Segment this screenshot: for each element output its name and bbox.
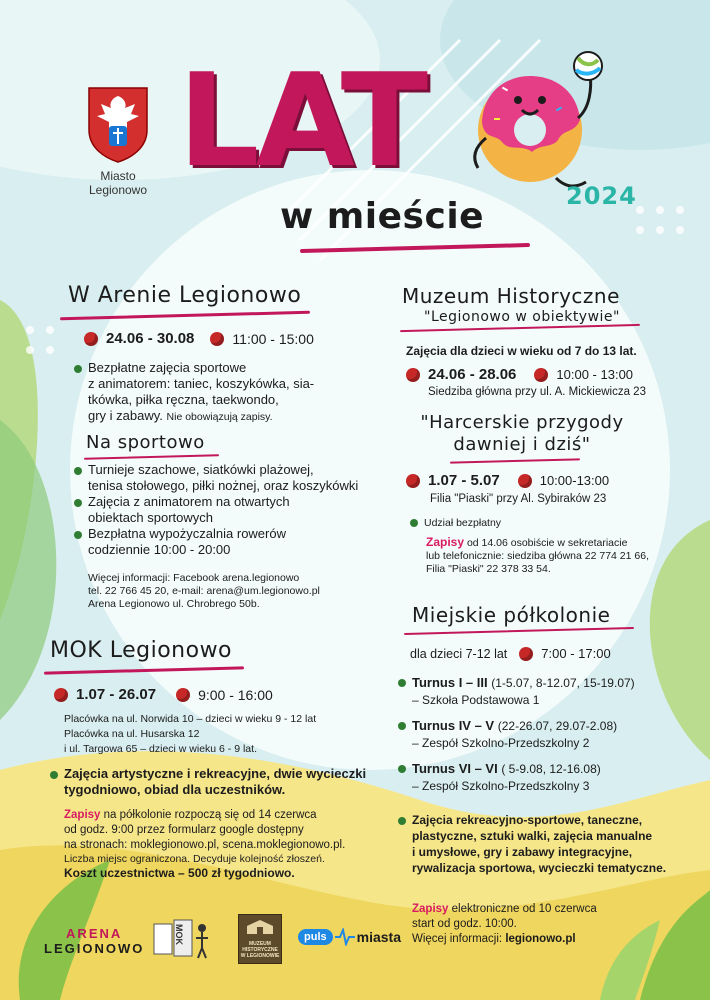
turnus-place: – Zespół Szkolno-Przedszkolny 2 bbox=[412, 736, 590, 750]
arena-logo bbox=[44, 926, 144, 956]
museum-free bbox=[410, 517, 501, 530]
mok-activity-line: Zajęcia artystyczne i rekreacyjne, dwie wycieczki bbox=[64, 766, 367, 781]
camps-enrollment bbox=[412, 902, 692, 947]
sport-heading-text: Na sportowo bbox=[86, 432, 205, 453]
bullet-icon bbox=[50, 771, 58, 779]
museum-building-icon bbox=[245, 918, 275, 936]
calendar-bullet-icon bbox=[406, 368, 420, 382]
mok-schedule bbox=[54, 686, 273, 703]
museum-free-text: Udział bezpłatny bbox=[424, 517, 502, 529]
miasta-logo-part: miasta bbox=[356, 929, 401, 945]
arena-desc-note: Nie obowiązują zapisy. bbox=[166, 411, 273, 423]
coat-of-arms-icon bbox=[87, 86, 149, 164]
subtitle bbox=[280, 196, 484, 237]
year-label bbox=[566, 182, 637, 210]
scouts-heading-line1: "Harcerskie przygody bbox=[420, 412, 624, 433]
title-lat-text: LAT bbox=[178, 47, 424, 196]
arena-info-line: tel. 22 766 45 20, e-mail: arena@um.legionowo.pl bbox=[88, 585, 320, 597]
city-name-line1: Miasto bbox=[100, 169, 136, 183]
arena-description bbox=[74, 360, 324, 424]
arena-logo-top: ARENA bbox=[66, 926, 123, 941]
mok-heading bbox=[50, 638, 232, 663]
camps-hours: 7:00 - 17:00 bbox=[541, 646, 611, 661]
camps-activities bbox=[398, 812, 698, 876]
mok-enroll-line: na półkolonie rozpoczą się od 14 czerwca bbox=[103, 809, 317, 821]
museum-enroll-line: lub telefonicznie: siedziba główna 22 774 21 66, bbox=[426, 550, 649, 562]
museum-subheading-text: "Legionowo w obiektywie" bbox=[424, 309, 620, 325]
camps-activity-line: Zajęcia rekreacyjno-sportowe, taneczne, bbox=[412, 813, 643, 827]
camps-more-label: Więcej informacji: bbox=[412, 933, 503, 945]
turnus-name: Turnus IV – V bbox=[412, 718, 495, 733]
turnus-dates: (22-26.07, 29.07-2.08) bbox=[497, 719, 618, 733]
museum-hours: 10:00 - 13:00 bbox=[556, 367, 634, 382]
list-item bbox=[74, 526, 374, 558]
arena-schedule bbox=[84, 330, 314, 347]
museum-heading-text: Muzeum Historyczne bbox=[402, 284, 620, 308]
mok-logo-text: MOK bbox=[174, 924, 184, 945]
calendar-bullet-icon bbox=[406, 474, 420, 488]
museum-logo-line: HISTORYCZNE bbox=[242, 947, 278, 953]
bullet-icon bbox=[410, 519, 418, 527]
list-item bbox=[398, 674, 698, 709]
mok-enrollment bbox=[64, 808, 374, 881]
museum-address: Siedziba główna przy ul. A. Mickiewicza 23 bbox=[428, 386, 646, 398]
scouts-hours: 10:00-13:00 bbox=[539, 473, 610, 488]
mok-place-line: Placówka na ul. Husarska 12 bbox=[64, 728, 200, 740]
mok-enroll-line: na stronach: moklegionowo.pl, scena.moklegionowo.pl. bbox=[64, 839, 346, 851]
bullet-icon bbox=[398, 817, 406, 825]
puls-miasta-logo bbox=[298, 928, 401, 946]
sport-item-line: codziennie 10:00 - 20:00 bbox=[88, 542, 231, 557]
museum-enroll-line: Filia "Piaski" 22 378 33 54. bbox=[426, 563, 551, 575]
bullet-icon bbox=[74, 531, 82, 539]
museum-schedule bbox=[406, 366, 633, 383]
camps-activity-line: plastyczne, sztuki walki, zajęcia manualne bbox=[412, 829, 653, 843]
arena-desc-last: gry i zabawy. bbox=[88, 408, 163, 423]
puls-logo-part: puls bbox=[298, 929, 333, 945]
title-lat bbox=[178, 47, 424, 196]
museum-logo bbox=[238, 914, 282, 964]
scouts-heading bbox=[412, 412, 632, 456]
scouts-schedule bbox=[406, 472, 609, 489]
sport-item-line: tenisa stołowego, piłki nożnej, oraz koszykówki bbox=[88, 478, 359, 493]
mok-place-line: Placówka na ul. Norwida 10 – dzieci w wieku 9 - 12 lat bbox=[64, 713, 317, 725]
mok-place-line: i ul. Targowa 65 – dzieci w wieku 6 - 9 lat. bbox=[64, 743, 257, 755]
mok-enroll-line: od godz. 9:00 przez formularz google dostępny bbox=[64, 824, 304, 836]
arena-heading bbox=[68, 283, 301, 308]
sport-item-line: Zajęcia z animatorem na otwartych bbox=[88, 494, 290, 509]
mok-activities bbox=[50, 766, 370, 798]
calendar-bullet-icon bbox=[54, 688, 68, 702]
mok-heading-text: MOK Legionowo bbox=[50, 638, 233, 663]
mok-dates: 1.07 - 26.07 bbox=[76, 686, 157, 703]
subtitle-text: w mieście bbox=[280, 196, 485, 237]
camps-age: dla dzieci 7-12 lat bbox=[410, 646, 508, 661]
scouts-dates: 1.07 - 5.07 bbox=[428, 472, 500, 489]
list-item bbox=[74, 462, 374, 494]
calendar-bullet-icon bbox=[84, 332, 98, 346]
turnus-dates: ( 5-9.08, 12-16.08) bbox=[501, 762, 601, 776]
arena-heading-text: W Arenie Legionowo bbox=[68, 283, 302, 308]
bullet-icon bbox=[74, 365, 82, 373]
sport-list bbox=[74, 462, 374, 558]
mok-enroll-label: Zapisy bbox=[64, 809, 101, 821]
museum-dates: 24.06 - 28.06 bbox=[428, 366, 517, 383]
bullet-icon bbox=[398, 765, 406, 773]
arena-desc-line: tkówka, piłka ręczna, taekwondo, bbox=[88, 392, 279, 407]
city-logo bbox=[78, 86, 158, 197]
museum-logo-line: W LEGIONOWIE bbox=[240, 953, 280, 959]
museum-enrollment bbox=[426, 536, 686, 576]
clock-bullet-icon bbox=[176, 688, 190, 702]
camps-turnus-list bbox=[398, 674, 698, 795]
bullet-icon bbox=[398, 722, 406, 730]
mok-hours: 9:00 - 16:00 bbox=[198, 686, 273, 703]
mok-limit: Liczba miejsc ograniczona. Decyduje kolejność złoszeń. bbox=[64, 853, 325, 865]
museum-subheading bbox=[424, 308, 620, 326]
list-item bbox=[398, 717, 698, 752]
museum-heading bbox=[402, 284, 620, 308]
camps-more-site: legionowo.pl bbox=[505, 933, 576, 945]
clock-bullet-icon bbox=[519, 647, 533, 661]
clock-bullet-icon bbox=[210, 332, 224, 346]
arena-desc-line: z animatorem: taniec, koszykówka, sia- bbox=[88, 376, 315, 391]
sport-item-line: Bezpłatna wypożyczalnia rowerów bbox=[88, 526, 286, 541]
arena-info bbox=[88, 572, 378, 611]
arena-logo-bottom: LEGIONOWO bbox=[44, 941, 145, 956]
mok-cost: Koszt uczestnictwa – 500 zł tygodniowo. bbox=[64, 866, 295, 880]
sport-heading bbox=[86, 432, 205, 453]
arena-info-line: Arena Legionowo ul. Chrobrego 50b. bbox=[88, 598, 260, 610]
camps-heading bbox=[412, 603, 610, 627]
turnus-name: Turnus I – III bbox=[412, 675, 488, 690]
pulse-wave-icon bbox=[335, 928, 355, 946]
camps-start: start od godz. 10:00. bbox=[412, 918, 517, 930]
donut-icon bbox=[466, 48, 606, 198]
turnus-name: Turnus VI – VI bbox=[412, 761, 498, 776]
mok-logo bbox=[152, 918, 212, 960]
mok-places bbox=[64, 712, 364, 757]
bullet-icon bbox=[74, 467, 82, 475]
arena-hours: 11:00 - 15:00 bbox=[232, 330, 314, 347]
turnus-place: – Zespół Szkolno-Przedszkolny 3 bbox=[412, 779, 590, 793]
arena-dates: 24.06 - 30.08 bbox=[106, 330, 195, 347]
bullet-icon bbox=[74, 499, 82, 507]
mok-activity-line: tygodniowo, obiad dla uczestników. bbox=[64, 782, 286, 797]
camps-enroll-text: elektroniczne od 10 czerwca bbox=[451, 903, 597, 915]
camps-heading-text: Miejskie półkolonie bbox=[412, 603, 611, 627]
museum-enroll-line: od 14.06 osobiście w sekretariacie bbox=[466, 537, 628, 549]
museum-logo-line: MUZEUM bbox=[249, 941, 271, 947]
scouts-address: Filia "Piaski" przy Al. Sybiraków 23 bbox=[430, 493, 607, 505]
museum-age: Zajęcia dla dzieci w wieku od 7 do 13 lat. bbox=[406, 344, 637, 358]
museum-enroll-label: Zapisy bbox=[426, 535, 465, 549]
sport-item-line: obiektach sportowych bbox=[88, 510, 214, 525]
camps-activity-line: rywalizacja sportowa, wycieczki tematyczne. bbox=[412, 861, 667, 875]
year-text: 2024 bbox=[566, 182, 637, 210]
list-item bbox=[398, 760, 698, 795]
arena-desc-line: Bezpłatne zajęcia sportowe bbox=[88, 360, 247, 375]
camps-schedule bbox=[410, 646, 611, 661]
camps-enroll-label: Zapisy bbox=[412, 903, 449, 915]
clock-bullet-icon bbox=[518, 474, 532, 488]
bullet-icon bbox=[398, 679, 406, 687]
turnus-dates: (1-5.07, 8-12.07, 15-19.07) bbox=[491, 676, 635, 690]
camps-activity-line: i umysłowe, gry i zabawy integracyjne, bbox=[412, 845, 633, 859]
scouts-heading-line2: dawniej i dziś" bbox=[453, 434, 591, 455]
sport-item-line: Turnieje szachowe, siatkówki plażowej, bbox=[88, 462, 314, 477]
turnus-place: – Szkoła Podstawowa 1 bbox=[412, 693, 540, 707]
list-item bbox=[74, 494, 374, 526]
clock-bullet-icon bbox=[534, 368, 548, 382]
arena-info-line: Więcej informacji: Facebook arena.legionowo bbox=[88, 572, 300, 584]
city-name-line2: Legionowo bbox=[88, 183, 148, 197]
